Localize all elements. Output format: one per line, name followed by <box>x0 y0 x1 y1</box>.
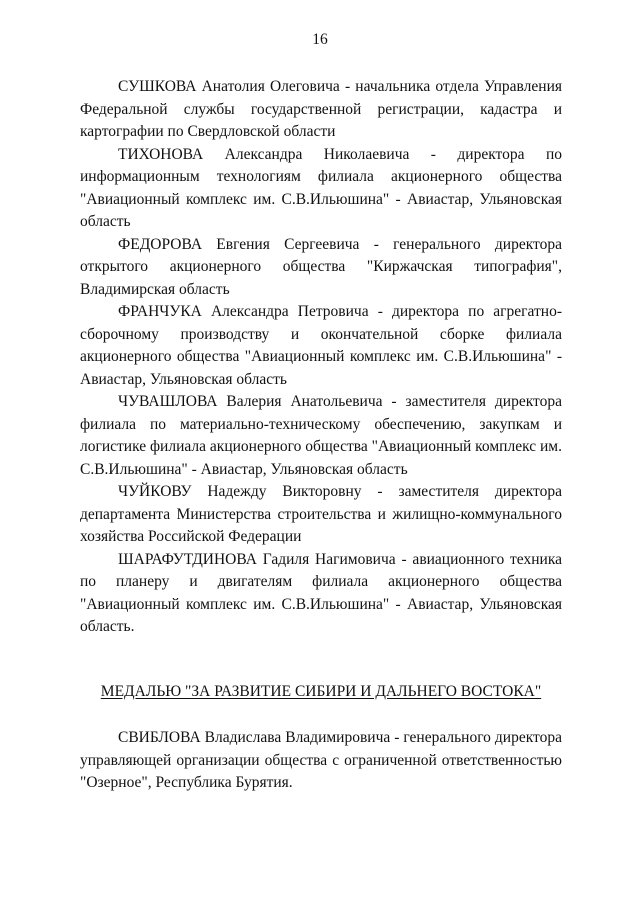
award-list <box>80 76 562 639</box>
award-entry: ТИХОНОВА Александра Николаевича - директора по информационным технологиям филиала акционерного общества "Авиационный комплекс им. С.В.Ильюшина" - Авиастар, Ульяновская область <box>80 145 562 230</box>
award-entry: ФРАНЧУКА Александра Петровича - директора по агрегатно-сборочному производству и окончательной сборке филиала акционерного общества "Авиационный комплекс им. С.В.Ильюшина" - Авиастар, Ульяновская область <box>80 303 562 388</box>
award-entry: ФЕДОРОВА Евгения Сергеевича - генерального директора открытого акционерного общества "Киржачская типография", Владимирская область <box>80 235 562 298</box>
award-entry: СУШКОВА Анатолия Олеговича - начальника отдела Управления Федеральной службы государственной регистрации, кадастра и картографии по Свердловской области <box>80 78 562 140</box>
award-entry: ШАРАФУТДИНОВА Гадиля Нагимовича - авиационного техника по планеру и двигателям филиала акционерного общества "Авиационный комплекс им. С.В.Ильюшина" - Авиастар, Ульяновская область. <box>80 550 562 635</box>
award-entry: СВИБЛОВА Владислава Владимировича - генерального директора управляющей организации общества с ограниченной ответственностью "Озерное", Республика Бурятия. <box>80 729 562 791</box>
section-award-list <box>80 727 562 795</box>
page-number: 16 <box>312 31 328 48</box>
award-entry: ЧУЙКОВУ Надежду Викторовну - заместителя директора департамента Министерства строительства и жилищно-коммунального хозяйства Российской Федерации <box>80 483 562 545</box>
award-entry: ЧУВАШЛОВА Валерия Анатольевича - заместителя директора филиала по материально-техническому обеспечению, закупкам и логистике филиала акционерного общества "Авиационный комплекс им. С.В.Ильюшина" - Авиастар, Ульяновская область <box>80 393 562 478</box>
section-heading: МЕДАЛЬЮ "ЗА РАЗВИТИЕ СИБИРИ И ДАЛЬНЕГО ВОСТОКА" <box>100 683 542 700</box>
